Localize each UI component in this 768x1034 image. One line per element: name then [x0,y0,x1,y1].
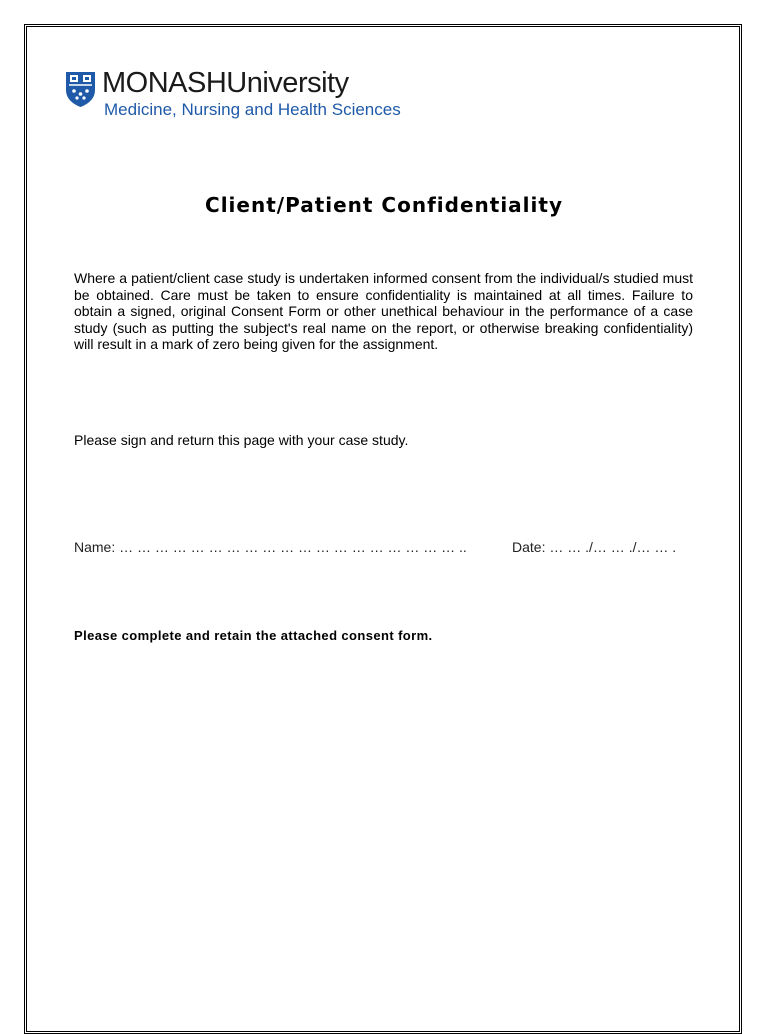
retain-instruction: Please complete and retain the attached consent form. [74,628,433,643]
confidentiality-paragraph: Where a patient/client case study is undertaken informed consent from the individual/s studied must be obtained. Care must be taken to ensure confidentiality is maintained at all times. Failure to obtain a signed, original Consent Form or other unethical behaviour in the performance of a case study (such as putting the subject's real name on the report, or otherwise breaking confidentiality) will result in a mark of zero being given for the assignment. [74,270,693,352]
logo-faculty: Medicine, Nursing and Health Sciences [104,100,401,119]
monash-crest-icon [64,70,97,108]
logo-name-bold: MONASH [102,67,227,99]
logo-name-rest: University [226,67,349,99]
monash-logo [64,66,409,122]
document-title: Client/Patient Confidentiality [205,193,563,217]
date-field[interactable]: Date: … … ./… … ./… … . [512,539,677,555]
logo-university-name [102,66,349,100]
page-border [24,24,742,1034]
name-field[interactable]: Name: … … … … … … … … … … … … … … … … … … … .. [74,539,467,555]
sign-instruction: Please sign and return this page with your case study. [74,432,409,448]
